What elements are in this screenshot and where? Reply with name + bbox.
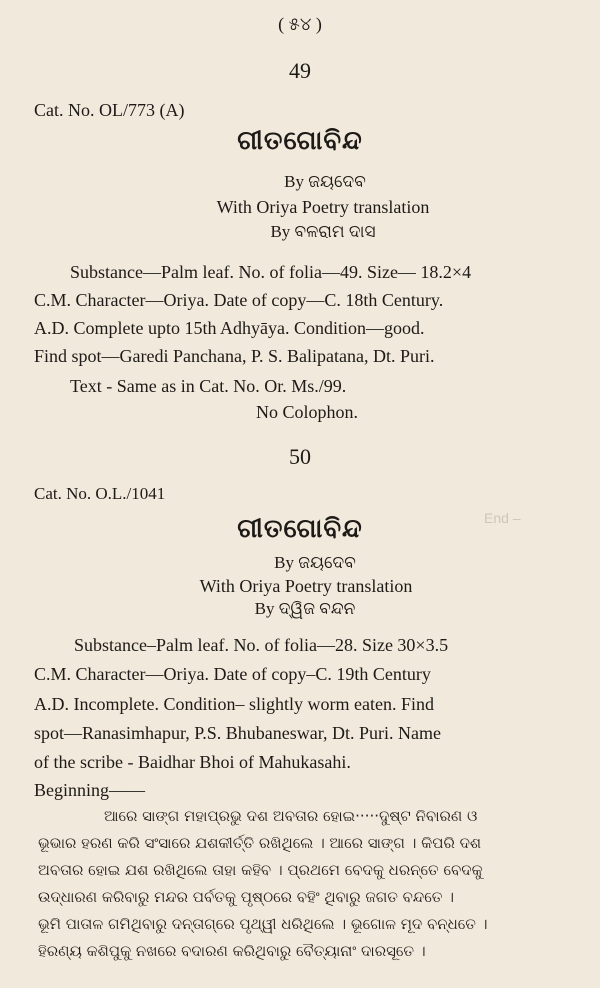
entry-number: 50	[289, 444, 311, 469]
author-line: By ଜୟଦେବ	[284, 172, 366, 191]
text-note: Text - Same as in Cat. No. Or. Ms./99.	[70, 376, 347, 396]
manuscript-title: ଗୀତଗୋବିନ୍ଦ	[237, 126, 363, 155]
translator-line: By ଦ୍ୱିଜ ବନ୍ଦନ	[254, 599, 356, 618]
description-line: Find spot—Garedi Panchana, P. S. Balipatana, Dt. Puri.	[34, 346, 435, 366]
author-line: By ଜୟଦେବ	[274, 553, 356, 572]
odia-text-line: ହିରଣ୍ୟ କଶିପୁକୁ ନଖରେ ବଦାରଣ କରିଥିବାରୁ ବୈତ୍ୟାନାଂ ଦାରସୂତେ ।	[38, 942, 426, 960]
manuscript-title: ଗୀତଗୋବିନ୍ଦ	[237, 514, 363, 543]
odia-text-line: ଭୂମି ପାତାଳ ଗମିଥିବାରୁ ଦନ୍ତାଗ୍ରେ ପୃଥ୍ୱୀ ଧରିଥିଲେ । ଭୂଗୋଳ ମୂଦ ବନ୍ଧତେ ।	[38, 915, 488, 933]
translation-line: With Oriya Poetry translation	[216, 197, 430, 217]
description-line: Substance–Palm leaf. No. of folia—28. Size 30×3.5	[74, 635, 449, 655]
odia-text-line: ଉଦ୍ଧାରଣ କରିବାରୁ ମନ୍ଦର ପର୍ବତକୁ ପୃଷ୍ଠରେ ବହିଂ ଥିବାରୁ ଜଗତ ବନ୍ଦତେ ।	[38, 888, 454, 906]
page-mark: ( ୫୪ )	[278, 14, 322, 34]
beginning-label: Beginning——	[34, 780, 145, 800]
description-line: spot—Ranasimhapur, P.S. Bhubaneswar, Dt. Puri. Name	[34, 723, 442, 743]
description-line: A.D. Incomplete. Condition– slightly worm eaten. Find	[34, 694, 434, 714]
bleed-through-text: End –	[484, 510, 521, 526]
colophon-note: No Colophon.	[255, 402, 358, 422]
odia-text-line: ଭୂଭାର ହରଣ କରି ସଂସାରେ ଯଶକୀର୍ତ୍ତି ରଖିଥିଲେ । ଆରେ ସାଙ୍ଗ । କିପରି ଦଶ	[38, 834, 482, 852]
entry-number: 49	[289, 58, 311, 83]
translation-line: With Oriya Poetry translation	[199, 576, 413, 596]
odia-text-line: ଆରେ ସାଙ୍ଗ ମହାପ୍ରଭୁ ଦଶ ଅବତାର ହୋଇ·····ଦୁଷ୍ଟ ନିବାରଣ ଓ	[104, 807, 478, 825]
translator-line: By ବଳରାମ ଦାସ	[270, 222, 376, 241]
description-line: C.M. Character—Oriya. Date of copy–C. 19th Century	[34, 664, 431, 684]
description-line: C.M. Character—Oriya. Date of copy—C. 18th Century.	[34, 290, 444, 310]
catalogue-number: Cat. No. O.L./1041	[34, 484, 166, 503]
description-line: of the scribe - Baidhar Bhoi of Mahukasahi.	[34, 752, 351, 772]
odia-text-line: ଅବତାର ହୋଇ ଯଶ ରଖିଥିଲେ ତାହା କହିବ । ପ୍ରଥମେ ବେଦକୁ ଧରନ୍ତେ ବେଦକୁ	[38, 861, 483, 879]
catalogue-number: Cat. No. OL/773 (A)	[34, 100, 185, 120]
description-line: Substance—Palm leaf. No. of folia—49. Size— 18.2×4	[70, 262, 472, 282]
description-line: A.D. Complete upto 15th Adhyāya. Condition—good.	[34, 318, 425, 338]
